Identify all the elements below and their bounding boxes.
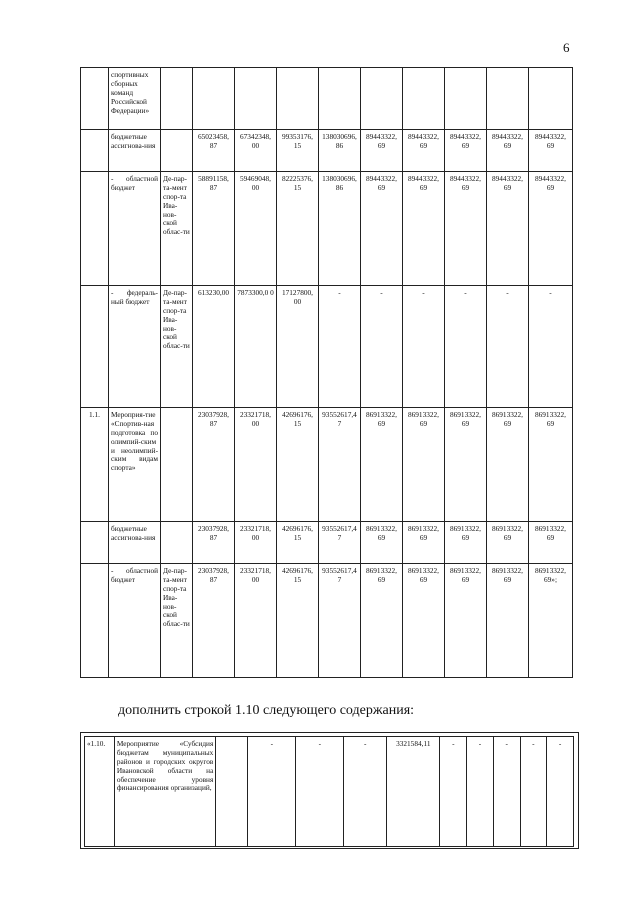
value-cell (487, 68, 529, 130)
value-cell: 23321718, 00 (235, 564, 277, 678)
value-cell: 23321718, 00 (235, 408, 277, 522)
value-cell (361, 68, 403, 130)
value-cell: 23037928, 87 (193, 522, 235, 564)
value-cell: 67342348, 00 (235, 130, 277, 172)
value-cell: 23037928, 87 (193, 408, 235, 522)
row-name: - областной бюджет (109, 564, 161, 678)
value-cell: 99353176, 15 (277, 130, 319, 172)
value-cell: 86913322, 69 (403, 408, 445, 522)
table-row (81, 564, 573, 678)
value-cell: 86913322, 69 (529, 522, 573, 564)
value-cell: 3321584,11 (387, 737, 440, 847)
value-cell: 138030696, 86 (319, 172, 361, 286)
value-cell: - (520, 737, 547, 847)
row-name: Мероприя-тие «Спортив-ная подготовка по олимпий-ским и неолимпий-ским видам спорта» (109, 408, 161, 522)
value-cell: 89443322, 69 (403, 172, 445, 286)
value-cell (445, 68, 487, 130)
value-cell: 89443322, 69 (487, 172, 529, 286)
value-cell: 86913322, 69 (487, 408, 529, 522)
value-cell (319, 68, 361, 130)
row-executor (161, 130, 193, 172)
row-executor (161, 408, 193, 522)
value-cell: - (403, 286, 445, 408)
value-cell: - (487, 286, 529, 408)
new-row-table (84, 736, 574, 847)
value-cell: 86913322, 69 (445, 408, 487, 522)
value-cell: 138030696, 86 (319, 130, 361, 172)
value-cell: 93552617,4 7 (319, 408, 361, 522)
value-cell: - (296, 737, 344, 847)
value-cell: 613230,00 (193, 286, 235, 408)
value-cell: 89443322, 69 (361, 172, 403, 286)
row-executor: Де-пар-та-мент спор-та Ива-нов-ской облас-ти (161, 564, 193, 678)
row-number (81, 172, 109, 286)
value-cell: 23321718, 00 (235, 522, 277, 564)
value-cell: 89443322, 69 (445, 130, 487, 172)
program-funding-table (80, 67, 573, 678)
value-cell: 86913322, 69 (529, 408, 573, 522)
value-cell: - (547, 737, 574, 847)
table-row (81, 172, 573, 286)
value-cell: - (529, 286, 573, 408)
value-cell: 86913322, 69 (487, 564, 529, 678)
value-cell: 42696176, 15 (277, 564, 319, 678)
value-cell: 86913322, 69»; (529, 564, 573, 678)
row-executor: Де-пар-та-мент спор-та Ива-нов-ской облас-ти (161, 172, 193, 286)
value-cell: 86913322, 69 (445, 564, 487, 678)
value-cell (277, 68, 319, 130)
value-cell: 93552617,4 7 (319, 522, 361, 564)
value-cell: 89443322, 69 (445, 172, 487, 286)
row-name: спортивных сборных команд Российской Федерации» (109, 68, 161, 130)
row-name: Мероприятие «Субсидия бюджетам муниципальных районов и городских округов Ивановской области на обеспечение уровня финансирования организаций, (114, 737, 215, 847)
value-cell: - (361, 286, 403, 408)
value-cell: 89443322, 69 (361, 130, 403, 172)
table-row (81, 522, 573, 564)
table-row (81, 68, 573, 130)
value-cell (529, 68, 573, 130)
row-name: бюджетные ассигнова-ния (109, 522, 161, 564)
row-name: бюджетные ассигнова-ния (109, 130, 161, 172)
table-row (81, 286, 573, 408)
row-executor: Де-пар-та-мент спор-та Ива-нов-ской облас-ти (161, 286, 193, 408)
value-cell: 17127800, 00 (277, 286, 319, 408)
table-row (81, 408, 573, 522)
value-cell: 86913322, 69 (361, 408, 403, 522)
row-executor (161, 522, 193, 564)
value-cell: - (248, 737, 296, 847)
value-cell: 89443322, 69 (403, 130, 445, 172)
value-cell: - (445, 286, 487, 408)
value-cell: 65023458, 87 (193, 130, 235, 172)
value-cell: 58891158, 87 (193, 172, 235, 286)
row-number: 1.1. (81, 408, 109, 522)
value-cell: - (493, 737, 520, 847)
value-cell: - (319, 286, 361, 408)
row-number (81, 286, 109, 408)
value-cell (193, 68, 235, 130)
value-cell: - (467, 737, 494, 847)
value-cell: 93552617,4 7 (319, 564, 361, 678)
table-row (81, 130, 573, 172)
value-cell (403, 68, 445, 130)
table-row (85, 737, 574, 847)
value-cell: 89443322, 69 (529, 130, 573, 172)
value-cell: 23037928, 87 (193, 564, 235, 678)
value-cell: 89443322, 69 (529, 172, 573, 286)
value-cell: - (344, 737, 387, 847)
row-name: - федераль-ный бюджет (109, 286, 161, 408)
value-cell: 86913322, 69 (403, 522, 445, 564)
value-cell: 42696176, 15 (277, 522, 319, 564)
row-number: «1.10. (85, 737, 115, 847)
row-name: - областной бюджет (109, 172, 161, 286)
row-executor (216, 737, 248, 847)
value-cell: 86913322, 69 (403, 564, 445, 678)
value-cell: 82225376, 15 (277, 172, 319, 286)
value-cell: 89443322, 69 (487, 130, 529, 172)
value-cell: 42696176, 15 (277, 408, 319, 522)
row-number (81, 130, 109, 172)
value-cell: - (440, 737, 467, 847)
amendment-caption: дополнить строкой 1.10 следующего содержания: (118, 703, 415, 718)
value-cell: 86913322, 69 (361, 564, 403, 678)
value-cell (235, 68, 277, 130)
value-cell: 7873300,0 0 (235, 286, 277, 408)
value-cell: 86913322, 69 (361, 522, 403, 564)
row-number (81, 68, 109, 130)
row-executor (161, 68, 193, 130)
value-cell: 86913322, 69 (445, 522, 487, 564)
page-number: 6 (563, 40, 570, 55)
value-cell: 86913322, 69 (487, 522, 529, 564)
value-cell: 59469048, 00 (235, 172, 277, 286)
row-number (81, 522, 109, 564)
row-number (81, 564, 109, 678)
